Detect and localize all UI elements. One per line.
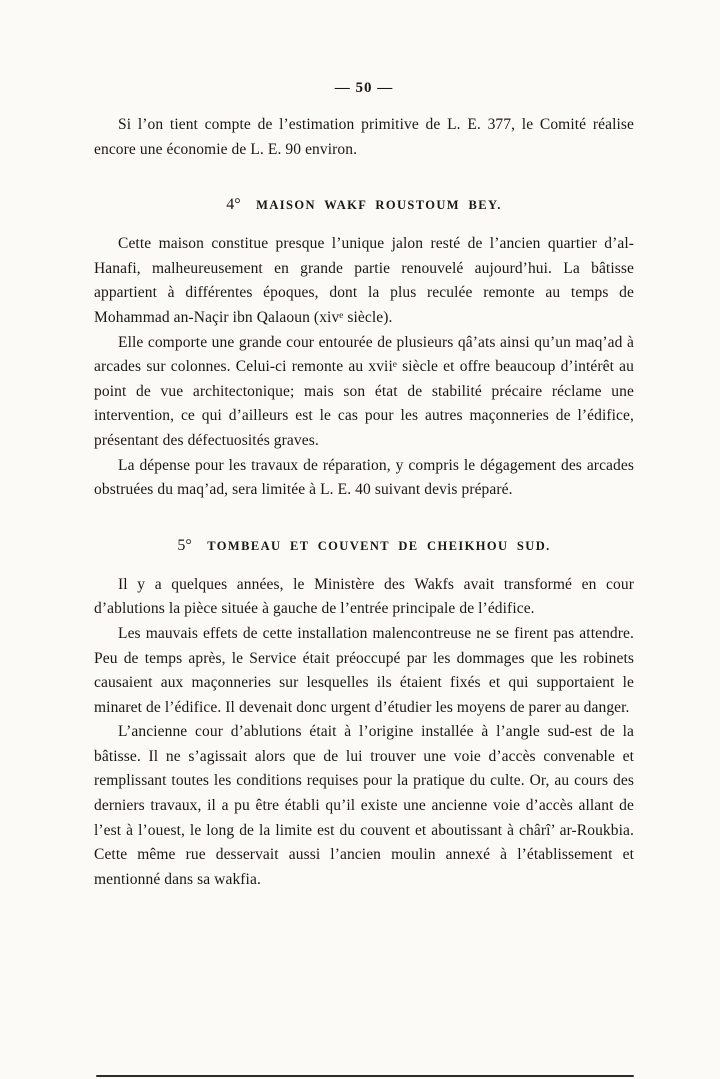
section-5-paragraph-2: Les mauvais effets de cette installation malencontreuse ne se firent pas attendre. Peu de temps après, le Service était préoccupé par les dommages que les robinets causaient aux maçonneries sur lesquelles ils étaient fixés et qui supportaient le minaret de l’édifice. Il devenait donc urgent d’étudier les moyens de parer au danger.	[94, 624, 634, 716]
intro-paragraph: Si l’on tient compte de l’estimation primitive de L. E. 377, le Comité réalise encore une économie de L. E. 90 environ.	[94, 116, 634, 158]
section-5-number: 5°	[177, 536, 192, 554]
section-4-paragraph-1: Cette maison constitue presque l’unique jalon resté de l’ancien quartier d’al-Hanafi, malheureusement en grande partie renouvelé aujourd’hui. La bâtisse appartient à différentes époques, dont la plus reculée remonte au temps de Mohammad an-Naçir ibn Qalaoun (xivᵉ siècle).	[94, 235, 634, 326]
scan-edge-artifact	[96, 1075, 634, 1077]
section-5-heading	[94, 537, 634, 555]
section-4-heading	[94, 196, 634, 214]
section-5-title: TOMBEAU ET COUVENT DE CHEIKHOU SUD.	[207, 538, 551, 553]
section-4-title: MAISON WAKF ROUSTOUM BEY.	[256, 198, 502, 213]
page-number: — 50 —	[334, 80, 394, 96]
section-5-paragraph-3: L’ancienne cour d’ablutions était à l’origine installée à l’angle sud-est de la bâtisse. Il ne s’agissait alors que de lui trouver une voie d’accès convenable et remplissant toutes les conditions requises pour la pratique du culte. Or, au cours des derniers travaux, il a pu être établi qu’il existe une ancienne voie d’accès allant de l’est à l’ouest, le long de la limite est du couvent et aboutissant à chârî’ ar-Roukbia. Cette même rue desservait aussi l’ancien moulin annexé à l’établissement et mentionné dans sa wakfia.	[94, 723, 634, 888]
section-4-paragraph-3: La dépense pour les travaux de réparation, y compris le dégagement des arcades obstruées du maq’ad, sera limitée à L. E. 40 suivant devis préparé.	[94, 456, 634, 499]
section-4-paragraph-2: Elle comporte une grande cour entourée de plusieurs qâ’ats ainsi qu’un maq’ad à arcades sur colonnes. Celui-ci remonte au xviiᵉ siècle et offre beaucoup d’intérêt au point de vue architectonique; mais son état de stabilité précaire réclame une intervention, ce qui d’ailleurs est le cas pour les autres maçonneries de l’édifice, présentant des défectuosités graves.	[94, 333, 634, 449]
text-block	[94, 80, 634, 892]
section-4-number: 4°	[226, 196, 241, 214]
section-5-paragraph-1: Il y a quelques années, le Ministère des Wakfs avait transformé en cour d’ablutions la pièce située à gauche de l’entrée principale de l’édifice.	[94, 575, 634, 618]
